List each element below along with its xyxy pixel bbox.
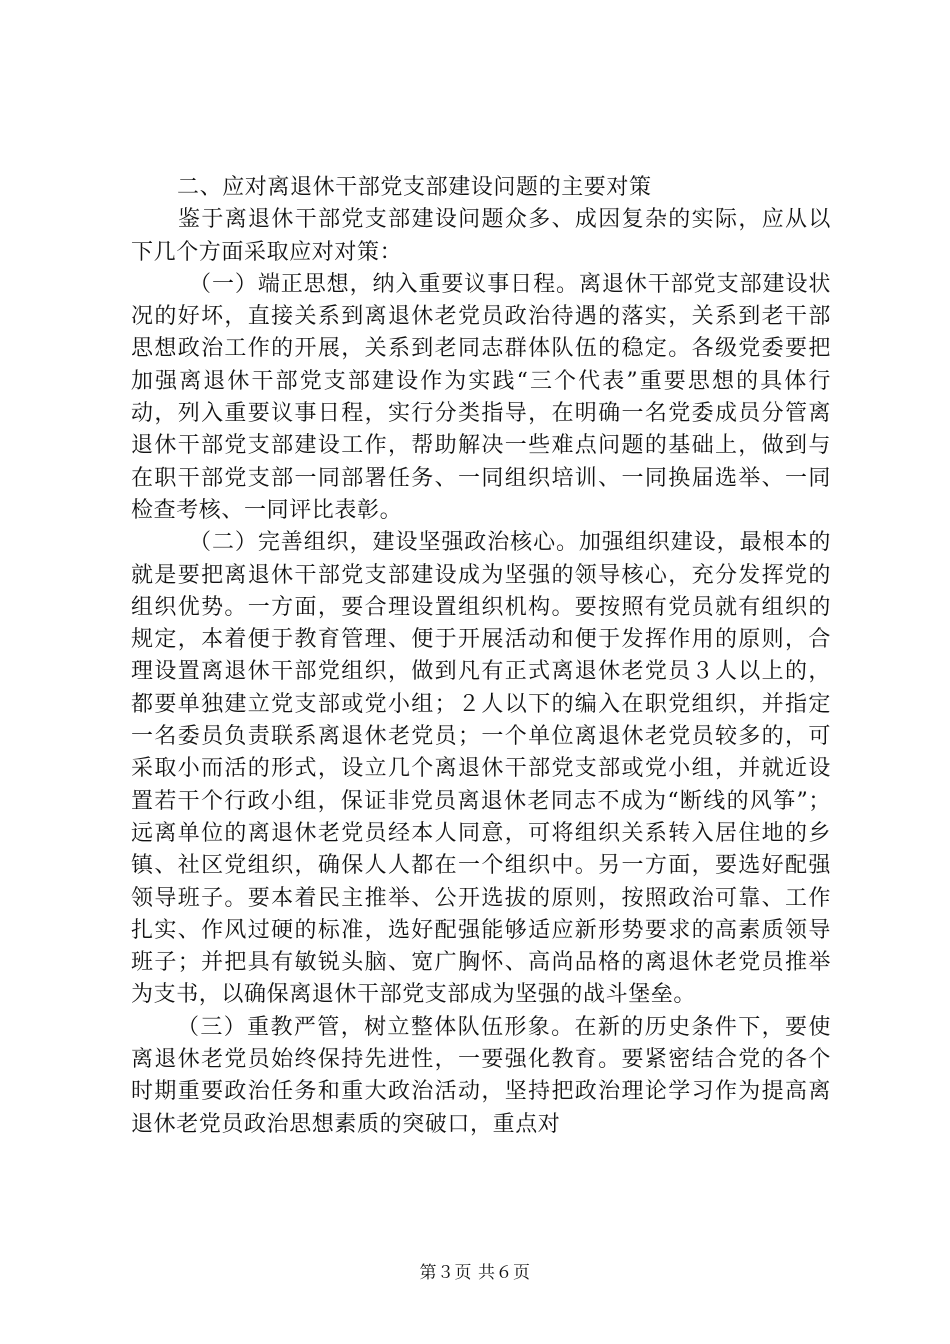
document-body bbox=[131, 172, 831, 1141]
paragraph-point-3: （三）重教严管，树立整体队伍形象。在新的历史条件下，要使离退休老党员始终保持先进性，一要强化教育。要紧密结合党的各个时期重要政治任务和重大政治活动，坚持把政治理论学习作为提高离退休老党员政治思想素质的突破口，重点对 bbox=[131, 1014, 831, 1137]
section-heading: 二、应对离退休干部党支部建设问题的主要对策 bbox=[177, 175, 652, 200]
paragraph-intro: 鉴于离退休干部党支部建设问题众多、成因复杂的实际，应从以下几个方面采取应对对策： bbox=[131, 207, 831, 265]
page-number-footer: 第３页 共６页 bbox=[419, 1263, 531, 1283]
paragraph-point-1: （一）端正思想，纳入重要议事日程。离退休干部党支部建设状况的好坏，直接关系到离退休老党员政治待遇的落实，关系到老干部思想政治工作的开展，关系到老同志群体队伍的稳定。各级党委要把加强离退休干部党支部建设作为实践“三个代表”重要思想的具体行动，列入重要议事日程，实行分类指导，在明确一名党委成员分管离退休干部党支部建设工作，帮助解决一些难点问题的基础上，做到与在职干部党支部一同部署任务、一同组织培训、一同换届选举、一同检查考核、一同评比表彰。 bbox=[131, 271, 831, 523]
paragraph-point-2: （二）完善组织，建设坚强政治核心。加强组织建设，最根本的就是要把离退休干部党支部建设成为坚强的领导核心，充分发挥党的组织优势。一方面，要合理设置组织机构。要按照有党员就有组织的规定，本着便于教育管理、便于开展活动和便于发挥作用的原则，合理设置离退休干部党组织，做到凡有正式离退休老党员３人以上的，都要单独建立党支部或党小组；２人以下的编入在职党组织，并指定一名委员负责联系离退休老党员；一个单位离退休老党员较多的，可采取小而活的形式，设立几个离退休干部党支部或党小组，并就近设置若干个行政小组，保证非党员离退休老同志不成为“断线的风筝”；远离单位的离退休老党员经本人同意，可将组织关系转入居住地的乡镇、社区党组织，确保人人都在一个组织中。另一方面，要选好配强领导班子。要本着民主推举、公开选拔的原则，按照政治可靠、工作扎实、作风过硬的标准，选好配强能够适应新形势要求的高素质领导班子；并把具有敏锐头脑、宽广胸怀、高尚品格的离退休老党员推举为支书，以确保离退休干部党支部成为坚强的战斗堡垒。 bbox=[131, 530, 831, 1008]
